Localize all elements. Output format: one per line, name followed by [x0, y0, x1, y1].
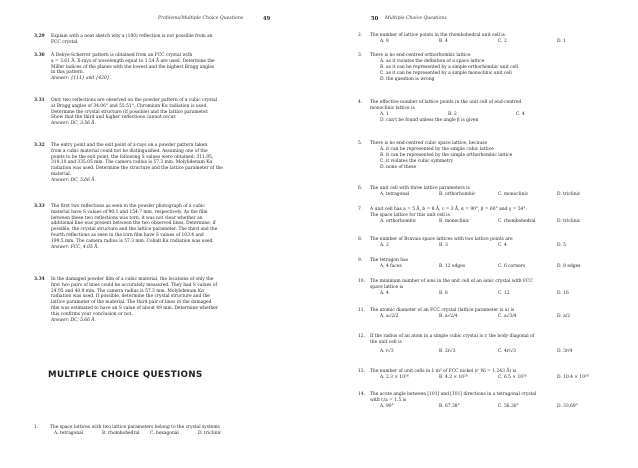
problem-text-line: a = 3.61 Å. X-rays of wavelength equal to 1.54 Å are used. Determine the: [51, 58, 215, 64]
question-number: 13.: [358, 369, 365, 374]
option: D. 33.69°: [557, 404, 578, 409]
question-number: 1.: [34, 425, 39, 430]
problem-text-line: In the damaged powder film of a cubic material, the locations of only the: [51, 277, 214, 282]
question-number: 8.: [358, 237, 363, 242]
option: D. 1: [557, 39, 566, 44]
option: C. 2: [498, 39, 507, 44]
question-text-line: The number of lattice points in the rhombohedral unit cell is: [370, 33, 505, 38]
mcq-question-14: [358, 392, 616, 410]
question-options: [380, 404, 616, 410]
option: B. monoclinic: [439, 219, 470, 224]
question-text-line: The number of Bravais space lattices with two lattice points are: [370, 237, 513, 242]
problem-text-line: this confirms your conclusion or not.: [51, 311, 133, 317]
question-number: 4.: [358, 100, 363, 105]
problem-answer: Answer: DC, 5.66 Å.: [51, 317, 96, 323]
problem-number: 3.31: [34, 98, 45, 103]
option: C. it violates the cubic symmetry: [380, 159, 454, 164]
question-number: 7.: [358, 207, 363, 212]
problem-text-line: material have S values of 90.1 and 154.7 mm, respectively. As the film: [51, 209, 208, 215]
question-text-line: The tetragon has: [370, 258, 408, 263]
question-options: [380, 219, 616, 225]
option: D. 8 edges: [557, 264, 581, 269]
option: A. 2.3 × 10²⁸: [380, 375, 409, 380]
problem-text-line: 319.10 and 335.05 mm. The camera radius is 57.3 mm. Molybdenum Kα: [51, 160, 213, 166]
option: B. a√2/4: [439, 314, 458, 319]
mcq-question-6: [358, 186, 616, 198]
option: B. 4: [439, 39, 448, 44]
option: D. 3r/4: [557, 349, 573, 354]
option: A. 8: [380, 39, 389, 44]
question-options: [380, 264, 616, 270]
option: C. monoclinic: [498, 192, 529, 197]
option: A. orthorhombic: [380, 219, 417, 224]
problem-answer: Answer: DC, 5.66 Å.: [51, 177, 96, 183]
question-number: 10.: [358, 279, 365, 284]
mcq-question-4: [358, 100, 616, 124]
mcq-question-10: [358, 279, 616, 297]
mcq-question-3: [358, 53, 616, 83]
option: A. tetragonal: [54, 431, 84, 436]
option: D. triclinic: [557, 192, 581, 197]
problem-text-line: lattice parameter of the material. The third pair of lines in the damaged: [51, 300, 212, 306]
problem-text-line: 24.95 and 40.9 mm. The camera radius is 57.3 mm. Molybdenum Kα: [51, 288, 205, 294]
problem-text-line: fourth reflections as seen in the torn film have S values of 103.4 and: [51, 232, 204, 238]
question-text-line: The effective number of lattice points in the unit cell of end-centred: [370, 100, 522, 105]
option: D. 5: [557, 243, 566, 248]
problem-text-line: material.: [51, 171, 72, 177]
problem-text-line: 199.5 mm. The camera radius is 57.3 mm. Cobalt Kα radiation was used.: [51, 238, 214, 244]
option: B. 3: [439, 243, 448, 248]
option: B. rhombohedral: [102, 431, 140, 436]
option: A. 4 faces: [380, 264, 402, 269]
question-options: [380, 314, 616, 320]
option: D. triclinic: [557, 219, 581, 224]
option: A. it can be represented by the simple cubic lattice: [380, 147, 494, 152]
question-number: 12.: [358, 334, 365, 339]
mcq-question-2: [358, 33, 616, 45]
mcq-question-1: [34, 425, 306, 437]
question-number: 5.: [358, 141, 363, 146]
problem-number: 3.32: [34, 143, 45, 148]
option: C. 6 corners: [498, 264, 526, 269]
right-page-number: 50: [371, 16, 379, 22]
option: C. a√3/4: [498, 314, 517, 319]
problem-text-line: first two pairs of lines could be accurately measured. They had S values of: [51, 282, 218, 288]
option: B. it can be represented by the simple orthorhombic lattice: [380, 153, 513, 158]
question-options: [380, 349, 616, 355]
problem-text-line: between these two reflections was torn, it was not clear whether an: [51, 215, 203, 221]
option: C. as it can be represented by a simple monoclinic unit cell: [380, 71, 512, 76]
question-text-line: The minimum number of ions in the unit cell of an ionic crystal with FCC: [370, 279, 533, 284]
option: B. 2r√3: [439, 349, 456, 354]
problem-3-29: [34, 34, 306, 46]
option: B. 8: [439, 291, 448, 296]
question-number: 11.: [358, 308, 365, 313]
question-number: 3.: [358, 53, 363, 58]
left-running-header: Problems/Multiple Choice Questions: [158, 16, 244, 21]
option: B. 67.38°: [439, 404, 460, 409]
option: B. 12 edges: [439, 264, 466, 269]
problem-text-line: radiation was used. Determine the structure and the lattice parameter of the: [51, 166, 223, 172]
right-running-header: Multiple Choice Questions: [385, 16, 447, 21]
problem-answer: Answer: {111} and {420}.: [51, 76, 111, 82]
problem-3-33: [34, 204, 306, 250]
problem-text-line: Show that the third and higher reflections cannot occur.: [51, 115, 177, 121]
question-text-line: The acute angle between [101] and [1̄01] directions in a tetragonal crystal: [370, 392, 537, 397]
problem-number: 3.29: [34, 34, 45, 39]
option: B. orthorhombic: [439, 192, 476, 197]
question-text-line: There is no end-centred orthorhombic lattice: [370, 53, 471, 58]
option: D. 16: [557, 291, 569, 296]
option: C. 4: [516, 112, 525, 117]
question-options: [380, 39, 616, 45]
option: B. as it can be represented by a simple orthorhombic unit cell: [380, 65, 519, 70]
option: A. 4: [380, 291, 389, 296]
problem-text-line: Only two reflections are observed on the powder pattern of a cubic crystal: [51, 98, 218, 103]
problem-text-line: A Debye-Scherrer pattern is obtained from an FCC crystal with: [51, 53, 193, 58]
problem-number: 3.30: [34, 53, 45, 58]
option: C. 56.30°: [498, 404, 519, 409]
mcq-question-12: [358, 334, 616, 355]
mcq-question-5: [358, 141, 616, 171]
option: C. 4r/√3: [498, 349, 516, 354]
option: D. triclinic: [198, 431, 222, 436]
problem-number: 3.33: [34, 204, 45, 209]
option: C. 6.5 × 10²⁸: [498, 375, 527, 380]
problem-text-line: Explain with a neat sketch why a (100) reflection is not possible from an: [51, 34, 213, 39]
question-options: [380, 375, 616, 381]
question-text-line: There is no end-centred cubic space lattice, because: [370, 141, 488, 146]
problem-text-line: in this pattern.: [51, 70, 85, 76]
option: B. 2: [448, 112, 457, 117]
problem-text-line: film was estimated to have an S value of about 49 mm. Determine whether: [51, 305, 218, 311]
problem-text-line: FCC crystal.: [51, 39, 79, 45]
mcq-question-13: [358, 369, 616, 381]
option: A. 2: [380, 243, 389, 248]
option: B. 4.2 × 10²⁸: [439, 375, 468, 380]
question-text-line: monoclinic lattice is: [370, 106, 415, 111]
mcq-question-8: [358, 237, 616, 249]
problem-3-34: [34, 277, 306, 323]
question-text-line: The atomic diameter of an FCC crystal (lattice parameter is a) is: [370, 308, 515, 313]
option: A. 1: [380, 112, 389, 117]
question-text-line: with c/a = 1.5 is: [370, 398, 407, 403]
option: C. 12: [498, 291, 510, 296]
problem-text-line: at Bragg angles of 34.06° and 55.51°. Chromium Kα radiation is used.: [51, 103, 208, 109]
option: D. 10.4 × 10²⁸: [557, 375, 589, 380]
question-text-line: the unit cell is: [370, 340, 402, 345]
problem-text-line: Determine the crystal structure (if possible) and the lattice parameter.: [51, 109, 209, 115]
question-number: 6.: [358, 186, 363, 191]
question-text-line: The number of unit cells in 1 m³ of FCC nickel (r_Ni = 1.243 Å) is: [370, 369, 517, 374]
option: A. r√3: [380, 349, 394, 354]
option: D. none of these: [380, 165, 417, 170]
problem-text-line: additional line was present between the two observed lines. Determine, if: [51, 221, 216, 227]
problem-answer: Answer: FCC, 4.05 Å.: [51, 244, 99, 250]
question-text-line: space lattice is: [370, 285, 404, 290]
question-text-line: The unit cell with three lattice parameters is: [370, 186, 470, 191]
problem-text-line: radiation was used. If possible, determine the crystal structure and the: [51, 294, 210, 300]
option: D. a/2: [557, 314, 571, 319]
option: C. rhombohedral: [498, 219, 536, 224]
option: C. 4: [498, 243, 507, 248]
problem-number: 3.34: [34, 277, 45, 282]
mcq-question-9: [358, 258, 616, 270]
section-heading: MULTIPLE CHOICE QUESTIONS: [48, 370, 203, 380]
question-options: [54, 431, 306, 437]
question-text-line: The space lattices with two lattice parameters belong to the crystal systems: [50, 425, 220, 430]
option: A. tetragonal: [380, 192, 410, 197]
question-options: [380, 291, 616, 297]
problem-3-32: [34, 143, 306, 184]
problem-text-line: The entry point and the exit point of x-rays on a powder pattern taken: [51, 143, 208, 148]
problem-3-30: [34, 53, 306, 82]
option: A. 90°: [380, 404, 394, 409]
mcq-question-11: [358, 308, 616, 320]
problem-3-31: [34, 98, 306, 127]
problem-text-line: Miller indices of the planes with the lowest and the highest Bragg angles: [51, 64, 215, 70]
option: C. hexagonal: [150, 431, 179, 436]
question-options: [380, 192, 616, 198]
mcq-question-7: [358, 207, 616, 225]
question-text-line: A unit cell has a = 5 Å, b = 8 Å, c = 3 Å, α = 90°, β = 60° and γ = 54°.: [370, 207, 528, 212]
question-number: 9.: [358, 258, 363, 263]
question-number: 2.: [358, 33, 363, 38]
option: A. a√2/2: [380, 314, 399, 319]
left-page-number: 49: [263, 16, 271, 22]
problem-text-line: The first two reflections as seen in the powder photograph of a cubic: [51, 204, 205, 209]
question-text-line: If the radius of an atom in a simple cubic crystal is r, the body diagonal of: [370, 334, 535, 339]
problem-answer: Answer: DC, 3.56 Å.: [51, 121, 96, 127]
option: D. the question is wrong: [380, 77, 435, 82]
problem-text-line: from a cubic material could not be distinguished. Assuming one of the: [51, 148, 208, 154]
question-options: [380, 243, 616, 249]
question-text-line: The space lattice for this unit cell is: [370, 213, 450, 218]
problem-text-line: points to be the exit point, the following S values were obtained: 311.95,: [51, 154, 214, 160]
problem-text-line: possible, the crystal structure and the lattice parameter. The third and the: [51, 227, 218, 233]
option: A. as it violates the definition of a space lattice: [380, 59, 485, 64]
question-number: 14.: [358, 392, 365, 397]
option: D. can't be found unless the angle β is given: [380, 118, 479, 123]
